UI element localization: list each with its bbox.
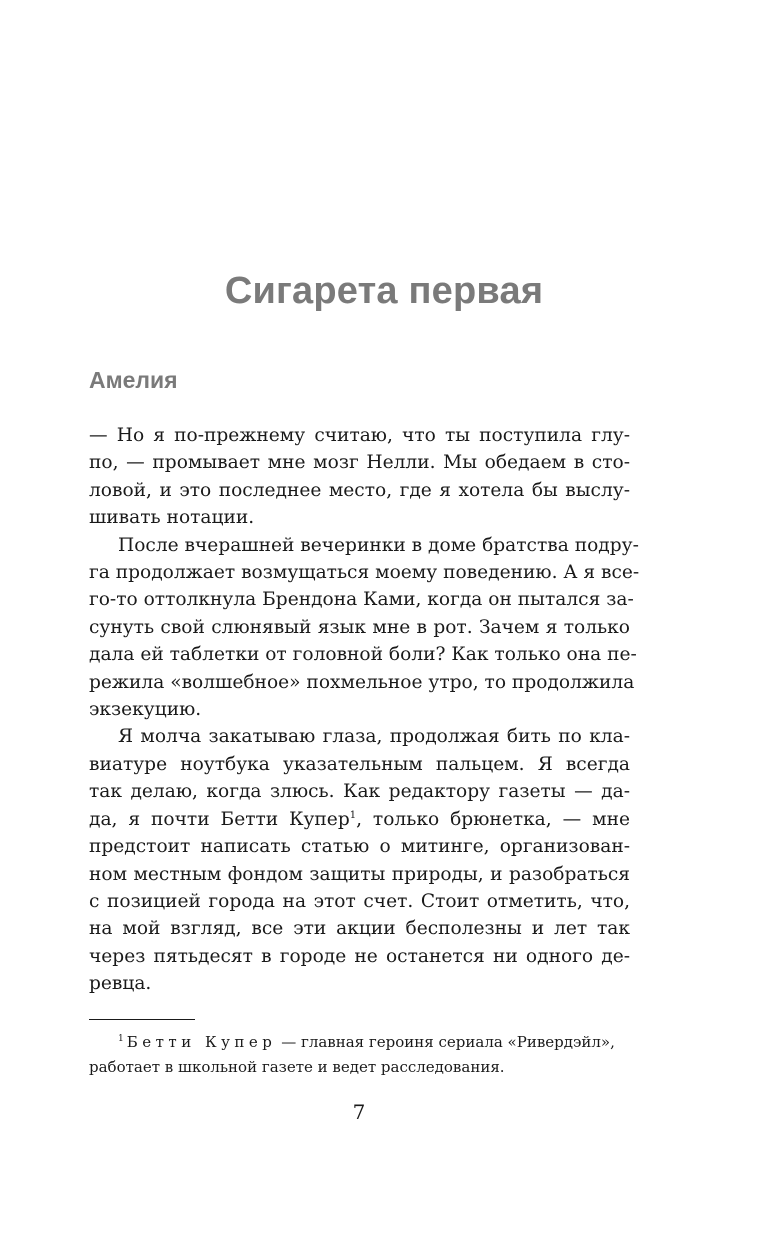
- paragraph: [89, 532, 640, 724]
- text-line: предстоит написать статью о митинге, организован-: [89, 836, 630, 858]
- footnote-line: [89, 1030, 630, 1055]
- text-line: сунуть свой слюнявый язык мне в рот. Зачем я только: [89, 616, 630, 638]
- text-line-with-footnote: [89, 806, 630, 833]
- text-line: — Но я по-прежнему считаю, что ты поступила глу-: [89, 425, 630, 446]
- text-line: га продолжает возмущаться моему поведению. А я все-: [89, 562, 640, 584]
- text-line: с позицией города на этот счет. Стоит отметить, что,: [89, 890, 630, 912]
- footnote-number: 1: [118, 1034, 124, 1044]
- text-segment: да, я почти Бетти Купер: [89, 808, 350, 830]
- text-line: дала ей таблетки от головной боли? Как только она пе-: [89, 644, 637, 666]
- body-text: [89, 422, 640, 998]
- paragraph: [89, 723, 630, 997]
- footnote-line: работает в школьной газете и ведет расследования.: [89, 1058, 505, 1076]
- text-line: ревца.: [89, 973, 152, 995]
- footnote: [89, 1030, 630, 1080]
- footnote-reference[interactable]: 1: [349, 809, 357, 821]
- chapter-title: Сигарета первая: [224, 270, 544, 312]
- text-line: экзекуцию.: [89, 699, 202, 721]
- text-line: ном местным фондом защиты природы, и разобраться: [89, 863, 630, 885]
- text-line: на мой взгляд, все эти акции бесполезны и лет так: [89, 918, 630, 940]
- text-line: по, — промывает мне мозг Нелли. Мы обедаем в сто-: [89, 452, 630, 474]
- text-line: шивать нотации.: [89, 507, 255, 529]
- text-line: через пятьдесят в городе не останется ни одного де-: [89, 945, 630, 967]
- footnote-divider: [89, 1019, 195, 1020]
- paragraph: [89, 422, 630, 532]
- text-line: го-то оттолкнула Брендона Ками, когда он пытался за-: [89, 589, 634, 611]
- text-line: так делаю, когда злюсь. Как редактору газеты — да-: [89, 781, 630, 803]
- text-line: Я молча закатываю глаза, продолжая бить по кла-: [118, 726, 630, 748]
- footnote-text: — главная героиня сериала «Ривердэйл»,: [276, 1033, 615, 1051]
- text-line: режила «волшебное» похмельное утро, то продолжила: [89, 671, 635, 693]
- section-title: Амелия: [89, 367, 178, 393]
- text-segment: , только брюнетка, — мне: [356, 808, 630, 830]
- footnote-name: Бетти Купер: [126, 1033, 277, 1051]
- page-number: 7: [352, 1100, 366, 1124]
- text-line: После вчерашней вечеринки в доме братства подру-: [118, 534, 639, 556]
- text-line: виатуре ноутбука указательным пальцем. Я всегда: [89, 753, 630, 775]
- text-line: ловой, и это последнее место, где я хотела бы выслу-: [89, 479, 630, 501]
